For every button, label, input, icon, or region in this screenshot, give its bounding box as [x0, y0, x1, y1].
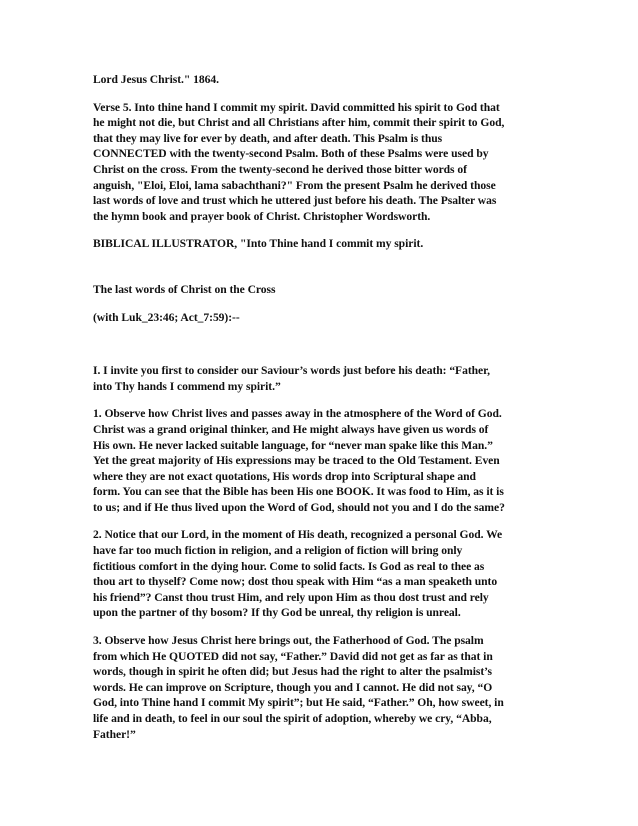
- paragraph-point-i: I. I invite you first to consider our Saviour’s words just before his death: “Father, into Thy hands I commend my spirit.”: [93, 364, 491, 393]
- paragraph-verse-5: Verse 5. Into thine hand I commit my spirit. David committed his spirit to God that he might not die, but Christ and all Christians after him, commit their spirit to God, that they may live for ever by death, and after death. This Psalm is thus CONNECTED with the twenty-second Psalm. Both of these Psalms were used by Christ on the cross. From the twenty-second he derived those bitter words of anguish, "Eloi, Eloi, lama sabachthani?" From the present Psalm he derived those last words of love and trust which he uttered just before his death. The Psalter was the hymn book and prayer book of Christ. Christopher Wordsworth.: [93, 100, 505, 223]
- paragraph-source-line: Lord Jesus Christ." 1864.: [93, 73, 219, 86]
- document-body: [93, 72, 548, 754]
- paragraph-point-1: 1. Observe how Christ lives and passes away in the atmosphere of the Word of God. Christ was a grand original thinker, and He might always have given us words of His own. He never lacked suitable language, for “never man spake like this Man.” Yet the great majority of His expressions may be traced to the Old Testament. Even where they are not exact quotations, His words drop into Scriptural shape and form. You can see that the Bible has been His one BOOK. It was food to Him, as it is to us; and if He thus lived upon the Word of God, should not you and I do the same?: [93, 407, 505, 514]
- paragraph-illustrator-heading: BIBLICAL ILLUSTRATOR, "Into Thine hand I commit my spirit.: [93, 237, 424, 251]
- section-reference: (with Luk_23:46; Act_7:59):--: [93, 310, 240, 324]
- paragraph-point-3: 3. Observe how Jesus Christ here brings out, the Fatherhood of God. The psalm from which He QUOTED did not say, “Father.” David did not get as far as that in words, though in spirit he often did; but Jesus had the right to alter the psalmist’s words. He can improve on Scripture, though you and I cannot. He did not say, “O God, into Thine hand I commit My spirit”; but He said, “Father.” Oh, how sweet, in life and in death, to feel in our soul the spirit of adoption, whereby we cry, “Abba, Father!”: [93, 634, 504, 741]
- section-title: The last words of Christ on the Cross: [93, 282, 276, 296]
- paragraph-point-2: 2. Notice that our Lord, in the moment of His death, recognized a personal God. We have far too much fiction in religion, and a religion of fiction will bring only fictitious comfort in the dying hour. Come to solid facts. Is God as real to thee as thou art to thyself? Come now; dost thou speak with Him “as a man speaketh unto his friend”? Canst thou trust Him, and rely upon Him as thou dost trust and rely upon the partner of thy bosom? If thy God be unreal, thy religion is unreal.: [93, 528, 503, 620]
